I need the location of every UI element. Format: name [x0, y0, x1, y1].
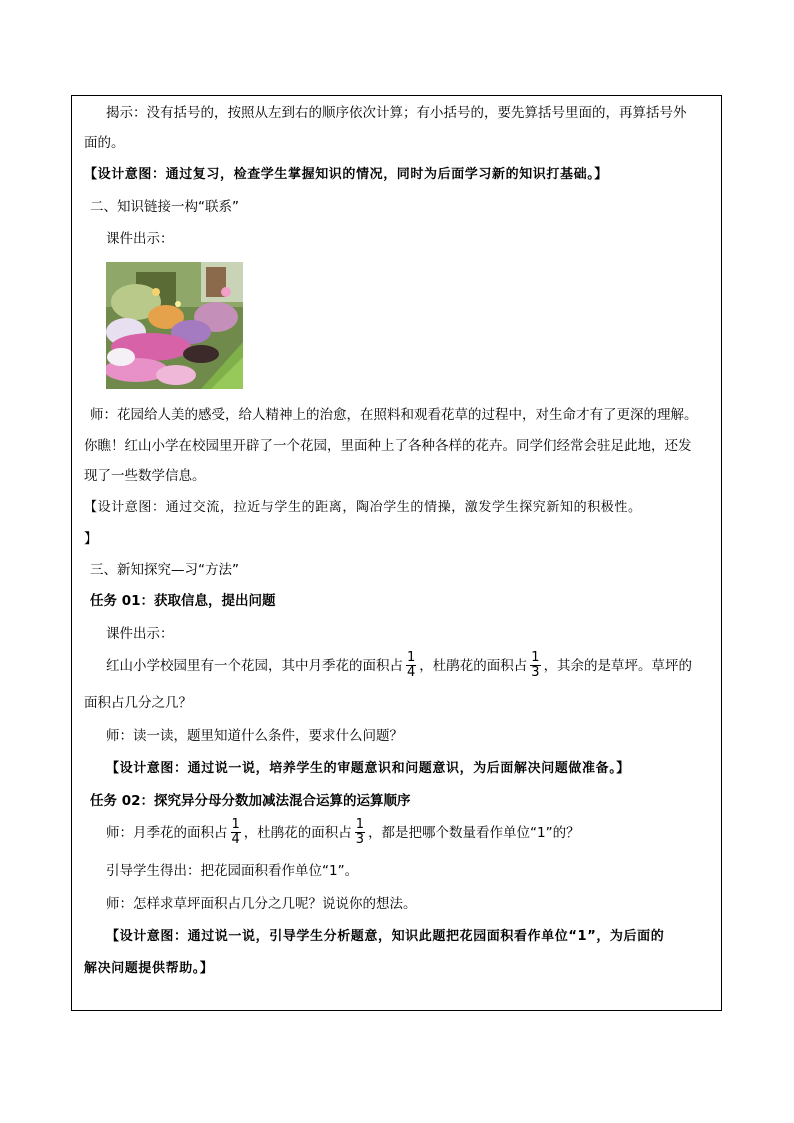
text-line: 】 — [84, 531, 98, 547]
text-line: 师：怎样求草坪面积占几分之几呢？说说你的想法。 — [106, 896, 417, 912]
fraction-one-quarter: $\frac{1}{4}$ — [231, 817, 240, 847]
text-segment: 红山小学校园里有一个花园，其中月季花的面积占 — [106, 657, 403, 674]
fraction-one-third: $\frac{1}{3}$ — [355, 817, 365, 847]
text-line: 现了一些数学信息。 — [84, 468, 206, 484]
design-intent: 【设计意图：通过说一说，引导学生分析题意，知识此题把花园面积看作单位“1”，为后面的 — [106, 929, 665, 944]
text-line: 课件出示： — [106, 626, 174, 642]
text-segment: ，其余的是草坪。草坪的 — [543, 657, 693, 674]
task-heading: 任务 01：获取信息，提出问题 — [90, 593, 276, 609]
section-heading: 三、新知探究—习“方法” — [90, 562, 239, 578]
text-line: 你瞧！红山小学在校园里开辟了一个花园，里面种上了各种各样的花卉。同学们经常会驻足此地，还发 — [84, 438, 692, 454]
design-intent: 解决问题提供帮助。】 — [84, 961, 214, 976]
design-intent: 【设计意图：通过复习，检查学生掌握知识的情况，同时为后面学习新的知识打基础。】 — [84, 167, 608, 182]
design-intent: 【设计意图：通过交流，拉近与学生的距离，陶冶学生的情操，激发学生探究新知的积极性。 — [84, 500, 642, 515]
text-line: 课件出示： — [106, 231, 174, 247]
fraction-one-quarter: $\frac{1}{4}$ — [407, 650, 416, 680]
text-segment: ，杜鹃花的面积占 — [243, 824, 352, 841]
garden-photo — [106, 262, 243, 389]
text-line: 面的。 — [84, 135, 125, 151]
design-intent: 【设计意图：通过说一说，培养学生的审题意识和问题意识，为后面解决问题做准备。】 — [106, 761, 630, 776]
text-segment: ，都是把哪个数量看作单位“1”的？ — [368, 824, 580, 841]
text-line: 师：花园给人美的感受，给人精神上的治愈，在照料和观看花草的过程中，对生命才有了更深的理解。 — [90, 407, 698, 423]
text-line: 面积占几分之几？ — [84, 695, 192, 711]
text-line: 揭示：没有括号的，按照从左到右的顺序依次计算；有小括号的，要先算括号里面的，再算括号外 — [106, 105, 687, 121]
problem-line — [106, 651, 692, 680]
task-heading: 任务 02：探究异分母分数加减法混合运算的运算顺序 — [90, 793, 411, 809]
text-line: 引导学生得出：把花园面积看作单位“1”。 — [106, 863, 359, 879]
text-segment: ，杜鹃花的面积占 — [419, 657, 528, 674]
text-line: 师：读一读，题里知道什么条件，要求什么问题？ — [106, 728, 403, 744]
section-heading: 二、知识链接一构“联系” — [90, 199, 239, 215]
text-segment: 师：月季花的面积占 — [106, 824, 228, 841]
fraction-one-third: $\frac{1}{3}$ — [531, 650, 540, 680]
question-line — [106, 818, 580, 847]
